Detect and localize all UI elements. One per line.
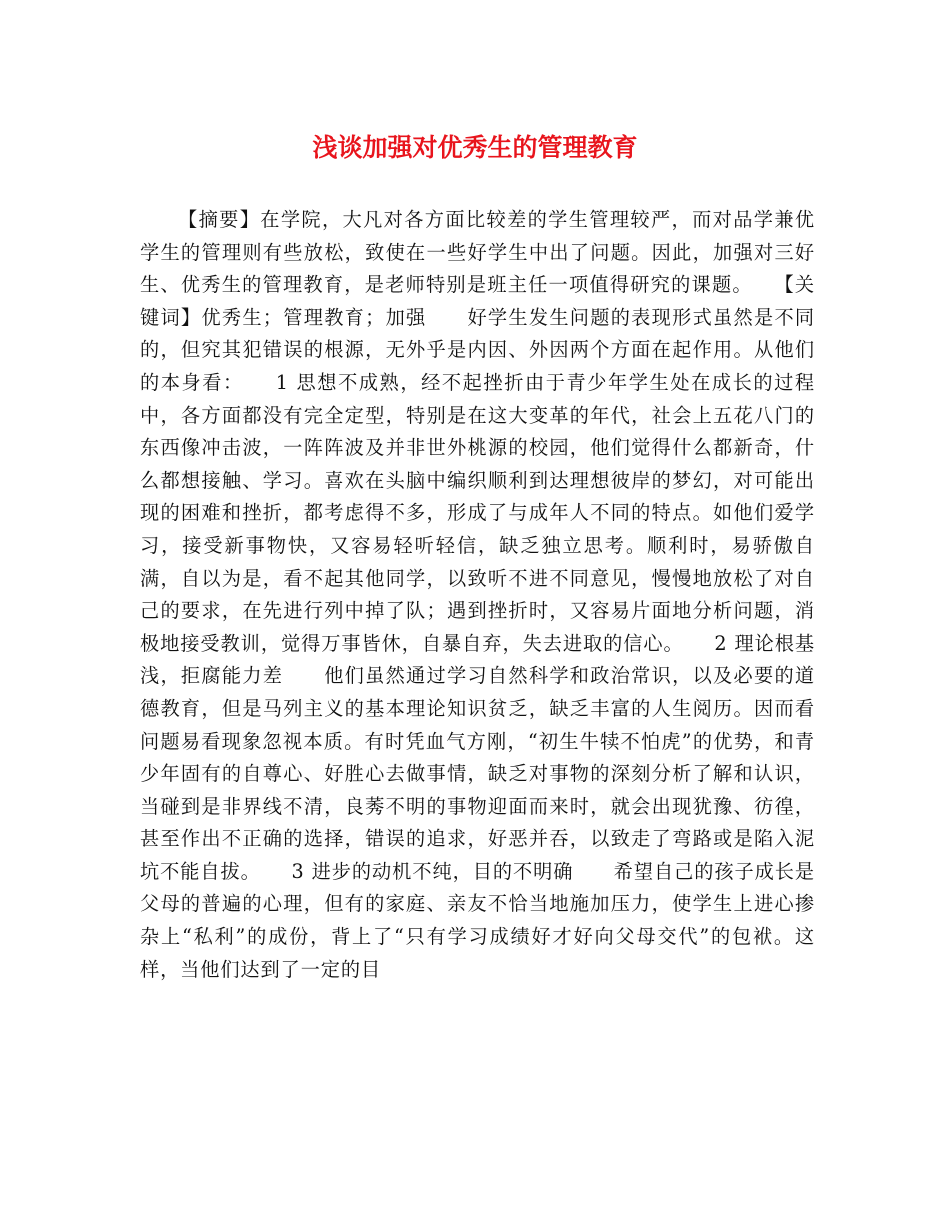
document-body-paragraph: 【摘要】在学院，大凡对各方面比较差的学生管理较严，而对品学兼优学生的管理则有些放松，致使在一些好学生中出了问题。因此，加强对三好生、优秀生的管理教育，是老师特别是班主任一项值得研究的课题。 【关键词】优秀生；管理教育；加强 好学生发生问题的表现形式虽然是不同的，但究其犯错误的根源，无外乎是内因、外因两个方面在起作用。从他们的本身看： 1 思想不成熟，经不起挫折由于青少年学生处在成长的过程中，各方面都没有完全定型，特别是在这大变革的年代，社会上五花八门的东西像冲击波，一阵阵波及并非世外桃源的校园，他们觉得什么都新奇，什么都想接触、学习。喜欢在头脑中编织顺利到达理想彼岸的梦幻，对可能出现的困难和挫折，都考虑得不多，形成了与成年人不同的特点。如他们爱学习，接受新事物快，又容易轻听轻信，缺乏独立思考。顺利时，易骄傲自满，自以为是，看不起其他同学，以致听不进不同意见，慢慢地放松了对自己的要求，在先进行列中掉了队；遇到挫折时，又容易片面地分析问题，消极地接受教训，觉得万事皆休，自暴自弃，失去进取的信心。 2 理论根基浅，拒腐能力差 他们虽然通过学习自然科学和政治常识，以及必要的道德教育，但是马列主义的基本理论知识贫乏，缺乏丰富的人生阅历。因而看问题易看现象忽视本质。有时凭血气方刚，“初生牛犊不怕虎”的优势，和青少年固有的自尊心、好胜心去做事情，缺乏对事物的深刻分析了解和认识，当碰到是非界线不清，良莠不明的事物迎面而来时，就会出现犹豫、彷徨，甚至作出不正确的选择，错误的追求，好恶并吞，以致走了弯路或是陷入泥坑不能自拔。 3 进步的动机不纯，目的不明确 希望自己的孩子成长是父母的普遍的心理，但有的家庭、亲友不恰当地施加压力，使学生上进心掺杂上“私利”的成份，背上了“只有学习成绩好才好向父母交代”的包袱。这样，当他们达到了一定的目	[140, 208, 815, 981]
document-title: 浅谈加强对优秀生的管理教育	[312, 133, 638, 162]
